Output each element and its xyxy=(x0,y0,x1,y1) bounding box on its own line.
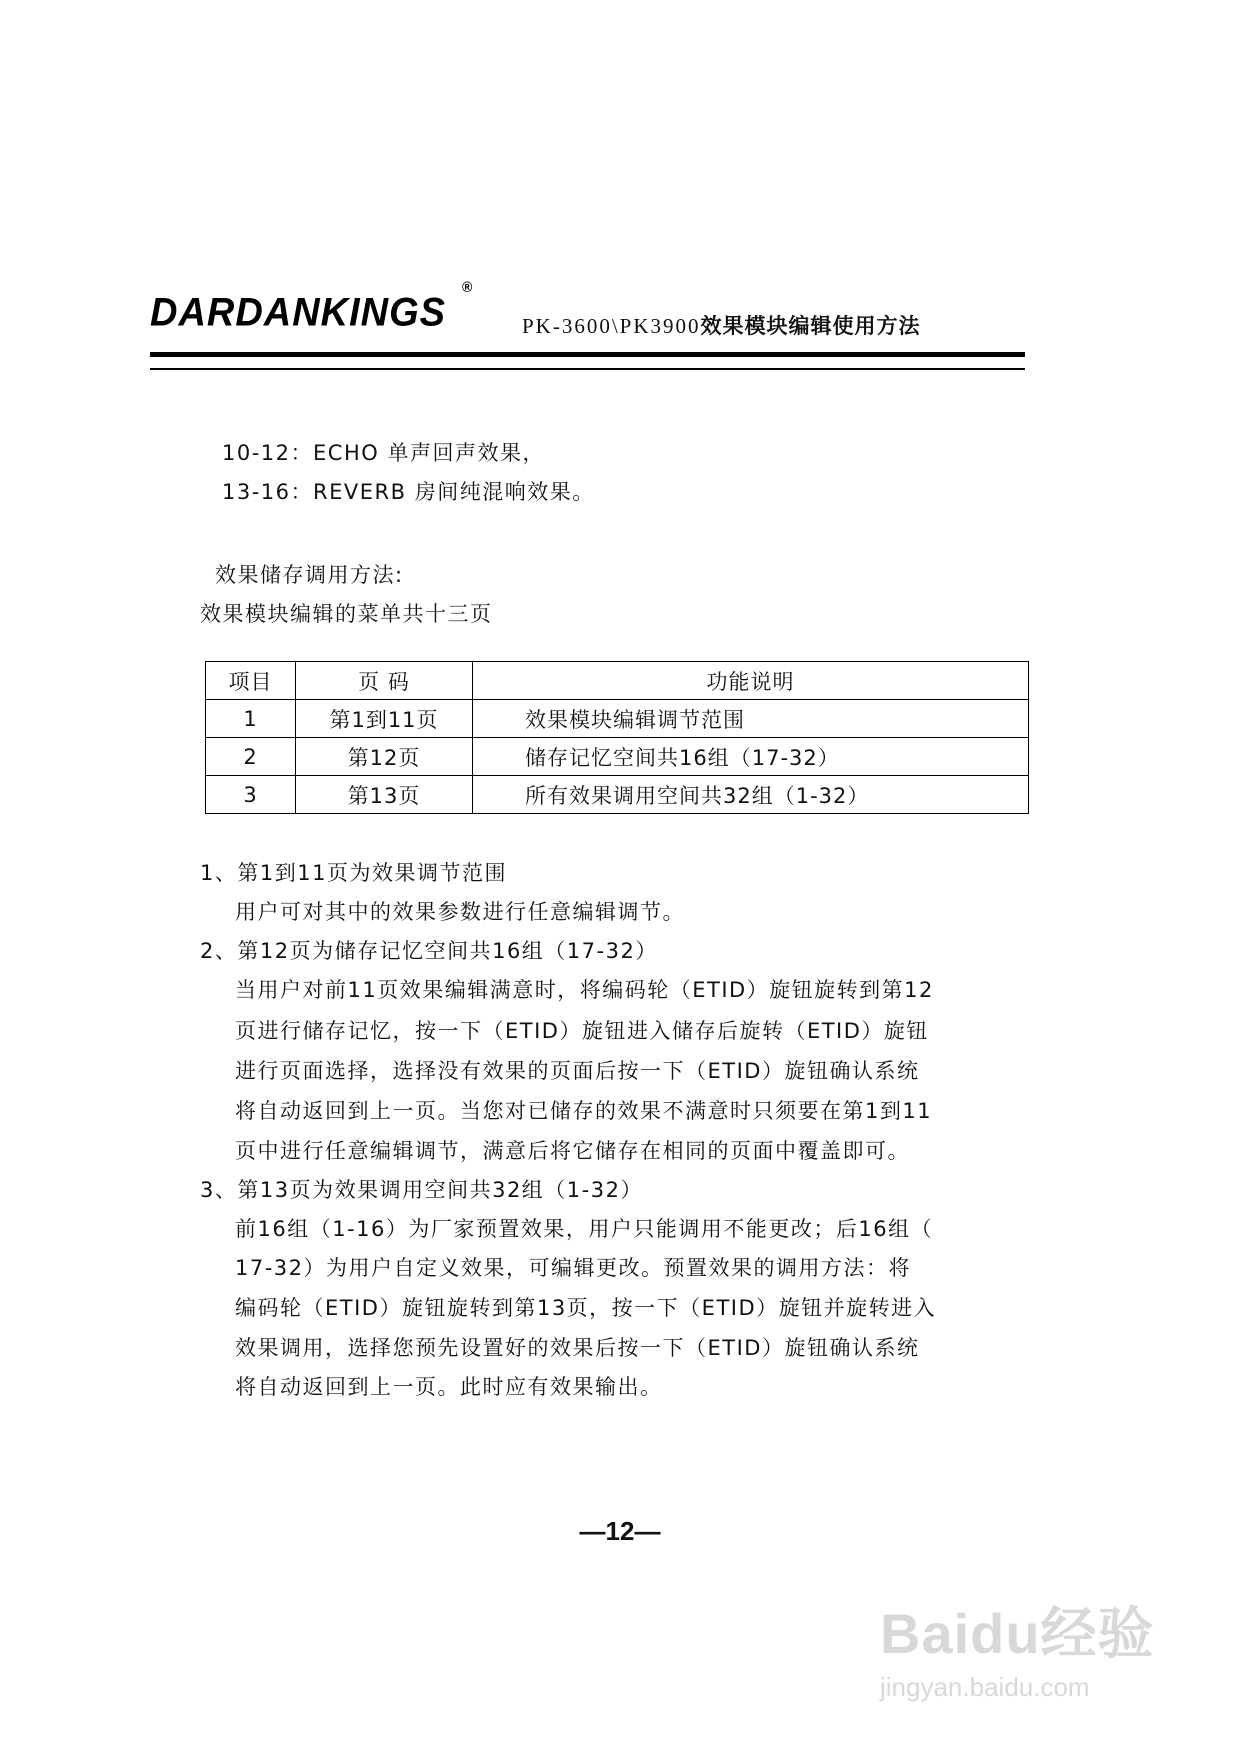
row-item: 3 xyxy=(206,776,296,814)
paragraph-line: 页中进行任意编辑调节，满意后将它储存在相同的页面中覆盖即可。 xyxy=(235,1139,910,1163)
paragraph-line: 17-32）为用户自定义效果，可编辑更改。预置效果的调用方法：将 xyxy=(235,1256,912,1280)
row-function: 所有效果调用空间共32组（1-32） xyxy=(473,776,1029,814)
row-item: 2 xyxy=(206,738,296,776)
paragraph-line: 将自动返回到上一页。当您对已储存的效果不满意时只须要在第1到11 xyxy=(235,1099,933,1123)
table-header-row xyxy=(206,662,1029,700)
table-row xyxy=(206,776,1029,814)
row-function: 储存记忆空间共16组（17-32） xyxy=(473,738,1029,776)
section-subheading: 效果模块编辑的菜单共十三页 xyxy=(200,602,493,626)
point-2-heading: 2、第12页为储存记忆空间共16组（17-32） xyxy=(200,939,658,963)
brand-name: DARDANKINGS xyxy=(150,290,446,335)
intro-line-echo: 10-12：ECHO 单声回声效果， xyxy=(222,441,545,465)
baidu-watermark xyxy=(880,1590,1155,1703)
registered-mark: ® xyxy=(462,278,474,295)
watermark-main: Baidu经验 xyxy=(880,1602,1155,1665)
paragraph-line: 编码轮（ETID）旋钮旋转到第13页，按一下（ETID）旋钮并旋转进入 xyxy=(235,1296,937,1320)
row-page: 第12页 xyxy=(296,738,473,776)
watermark-url: jingyan.baidu.com xyxy=(880,1672,1090,1702)
intro-line-reverb: 13-16：REVERB 房间纯混响效果。 xyxy=(222,480,595,504)
header-item: 项目 xyxy=(206,662,296,700)
paragraph-line: 页进行储存记忆，按一下（ETID）旋钮进入储存后旋转（ETID）旋钮 xyxy=(235,1019,929,1043)
paragraph-line: 用户可对其中的效果参数进行任意编辑调节。 xyxy=(235,900,685,924)
row-item: 1 xyxy=(206,700,296,738)
page-number: —12— xyxy=(579,1516,661,1546)
menu-page-table xyxy=(205,661,1029,814)
paragraph-line: 当用户对前11页效果编辑满意时，将编码轮（ETID）旋钮旋转到第12 xyxy=(235,978,934,1002)
header-rule-thick xyxy=(150,352,1025,357)
section-heading: 效果储存调用方法: xyxy=(215,563,404,587)
table-row xyxy=(206,700,1029,738)
header-page: 页 码 xyxy=(296,662,473,700)
paragraph-line: 效果调用，选择您预先设置好的效果后按一下（ETID）旋钮确认系统 xyxy=(235,1336,920,1360)
point-1-heading: 1、第1到11页为效果调节范围 xyxy=(200,861,507,885)
document-title xyxy=(522,310,921,340)
model-number: PK-3600\PK3900 xyxy=(522,314,701,338)
row-page: 第13页 xyxy=(296,776,473,814)
row-function: 效果模块编辑调节范围 xyxy=(473,700,1029,738)
header-rule-thin xyxy=(150,368,1025,370)
row-page: 第1到11页 xyxy=(296,700,473,738)
brand-logo xyxy=(150,278,474,344)
page-header xyxy=(150,278,1025,352)
header-function: 功能说明 xyxy=(473,662,1029,700)
point-3-heading: 3、第13页为效果调用空间共32组（1-32） xyxy=(200,1178,643,1202)
paragraph-line: 将自动返回到上一页。此时应有效果输出。 xyxy=(235,1375,663,1399)
title-text: 效果模块编辑使用方法 xyxy=(700,314,921,338)
paragraph-line: 前16组（1-16）为厂家预置效果，用户只能调用不能更改；后16组（ xyxy=(235,1217,934,1241)
table-row xyxy=(206,738,1029,776)
paragraph-line: 进行页面选择，选择没有效果的页面后按一下（ETID）旋钮确认系统 xyxy=(235,1059,920,1083)
